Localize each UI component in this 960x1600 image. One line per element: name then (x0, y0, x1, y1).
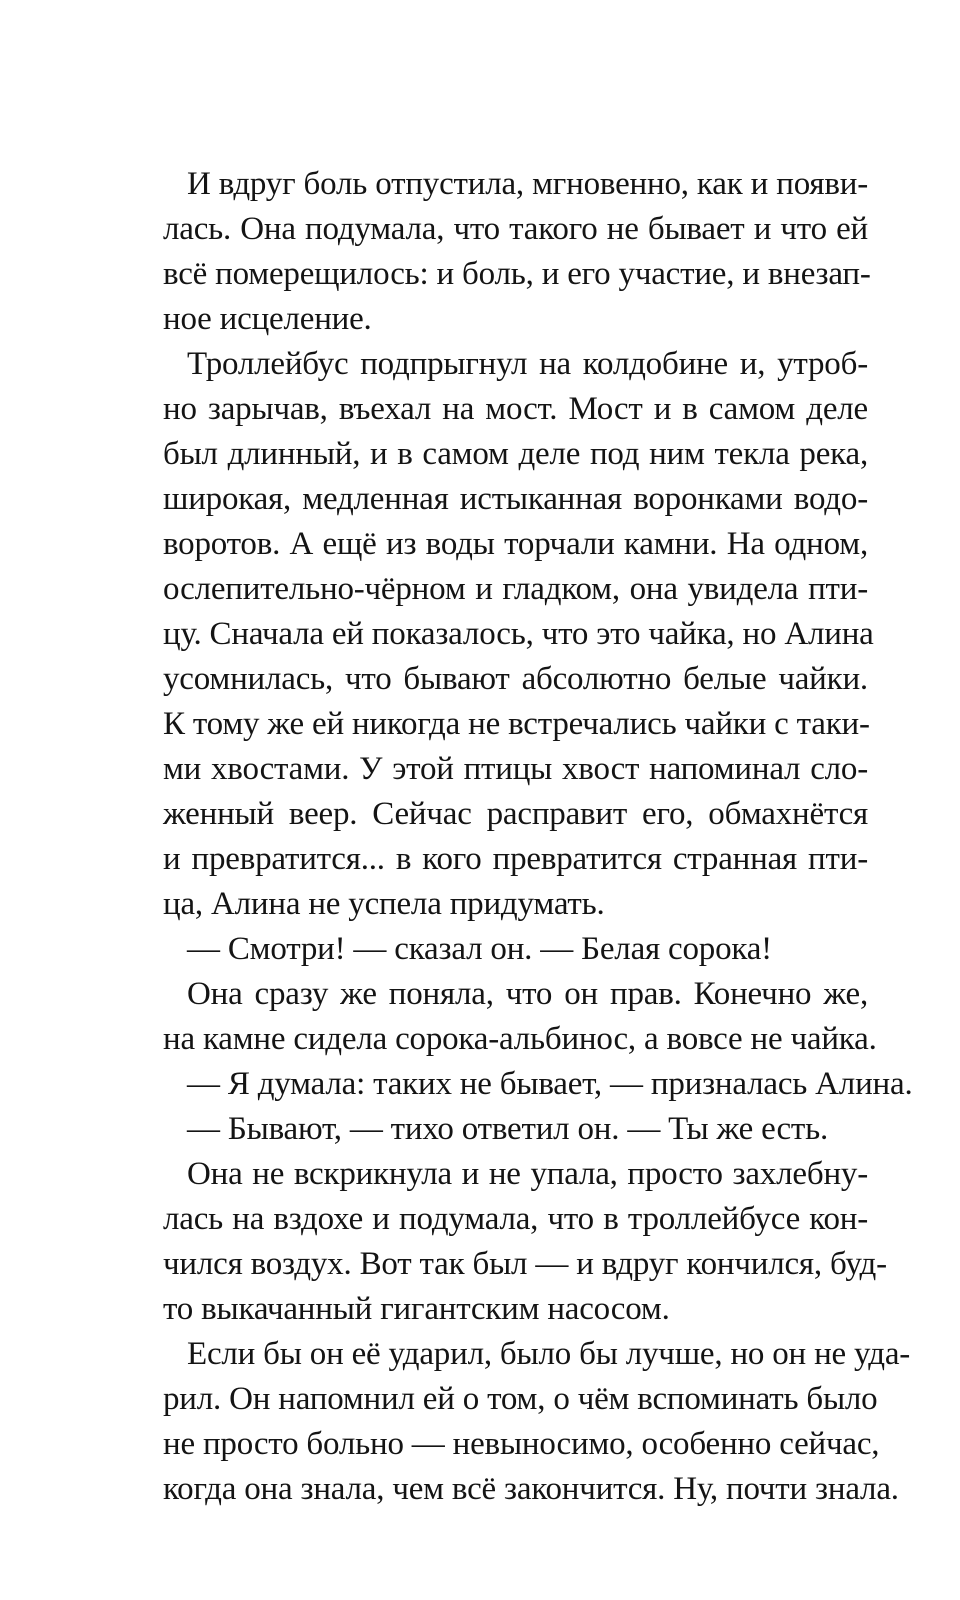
text-line: ми хвостами. У этой птицы хвост напоминал сло- (163, 751, 868, 787)
text-line: был длинный, и в самом деле под ним текла река, (163, 436, 868, 472)
paragraph-6-dialogue (163, 1107, 868, 1152)
text-line: на камне сидела сорока-альбинос, а вовсе не чайка. (163, 1021, 877, 1057)
dialogue-line: — Смотри! — сказал он. — Белая сорока! (187, 931, 772, 967)
dialogue-line: — Бывают, — тихо ответил он. — Ты же есть. (187, 1111, 829, 1147)
text-line: Если бы он её ударил, было бы лучше, но он не уда- (187, 1336, 911, 1372)
text-line: когда она знала, чем всё закончится. Ну, почти знала. (163, 1471, 899, 1507)
paragraph-2 (163, 342, 874, 927)
paragraph-5-dialogue (163, 1062, 913, 1107)
text-line: ца, Алина не успела придумать. (163, 886, 605, 922)
text-line: цу. Сначала ей показалось, что это чайка, но Алина (163, 616, 874, 652)
dialogue-line: — Я думала: таких не бывает, — призналась Алина. (187, 1066, 913, 1102)
text-line: усомнилась, что бывают абсолютно белые чайки. (163, 661, 868, 697)
text-line: то выкачанный гигантским насосом. (163, 1291, 670, 1327)
text-line: широкая, медленная истыканная воронками водо- (163, 481, 868, 517)
text-line: всё померещилось: и боль, и его участие, и внезап- (163, 256, 871, 292)
paragraph-1 (163, 162, 871, 342)
text-line: Троллейбус подпрыгнул на колдобине и, утроб- (187, 346, 868, 382)
text-line: женный веер. Сейчас расправит его, обмахнётся (163, 796, 868, 832)
page-text (163, 162, 913, 1512)
text-line: Она не вскрикнула и не упала, просто захлебну- (187, 1156, 868, 1192)
text-line: И вдруг боль отпустила, мгновенно, как и появи- (187, 166, 868, 202)
text-line: ное исцеление. (163, 301, 372, 337)
text-line: не просто больно — невыносимо, особенно сейчас, (163, 1426, 880, 1462)
paragraph-8 (163, 1332, 911, 1512)
text-line: рил. Он напомнил ей о том, о чём вспоминать было (163, 1381, 878, 1417)
text-line: но зарычав, въехал на мост. Мост и в самом деле (163, 391, 868, 427)
text-line: лась на вздохе и подумала, что в троллейбусе кон- (163, 1201, 868, 1237)
paragraph-3-dialogue (163, 927, 868, 972)
text-line: чился воздух. Вот так был — и вдруг кончился, буд- (163, 1246, 887, 1282)
text-line: Она сразу же поняла, что он прав. Конечно же, (187, 976, 868, 1012)
text-line: лась. Она подумала, что такого не бывает и что ей (163, 211, 868, 247)
text-line: воротов. А ещё из воды торчали камни. На одном, (163, 526, 868, 562)
paragraph-4 (163, 972, 877, 1062)
text-line: ослепительно-чёрном и гладком, она увидела пти- (163, 571, 868, 607)
paragraph-7 (163, 1152, 887, 1332)
text-line: и превратится... в кого превратится странная пти- (163, 841, 868, 877)
text-line: К тому же ей никогда не встречались чайки с таки- (163, 706, 870, 742)
